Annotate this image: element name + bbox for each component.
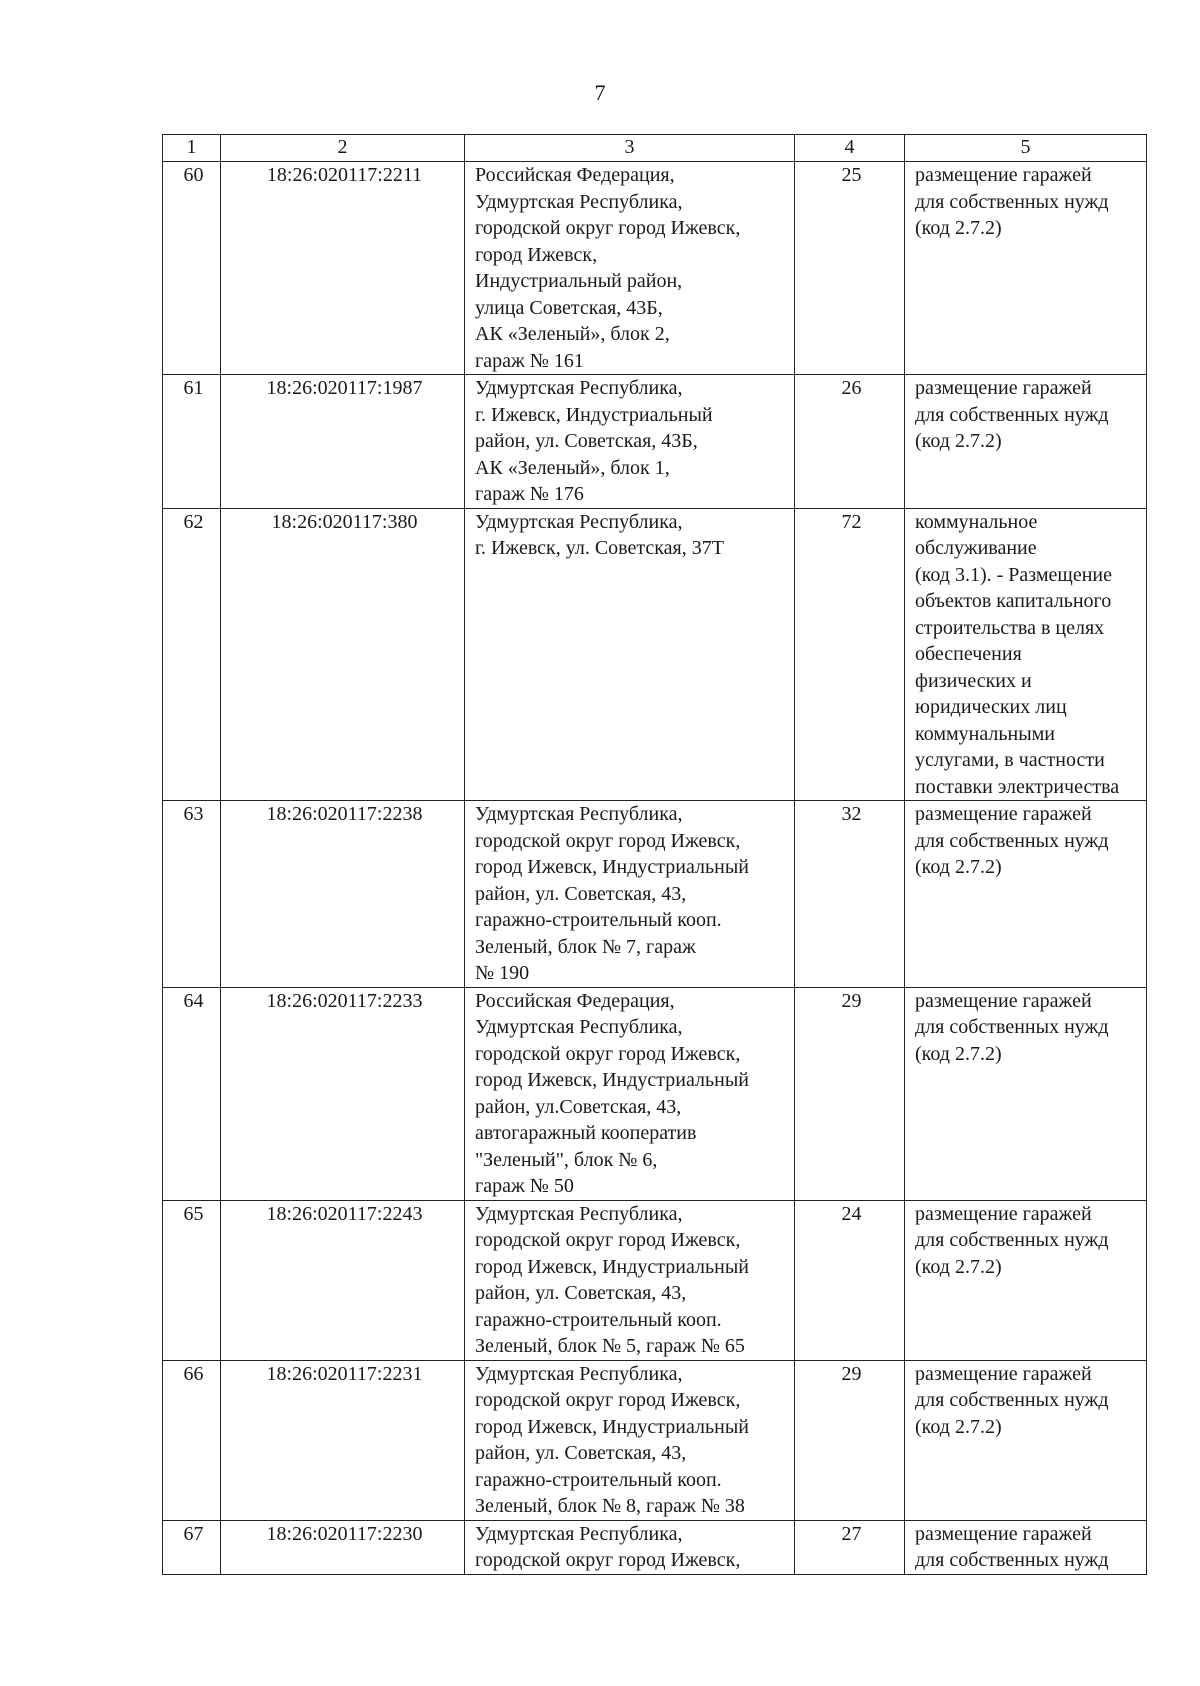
table-body — [163, 162, 1147, 1575]
area-value: 29 — [795, 987, 905, 1200]
address-cell — [465, 1360, 795, 1520]
column-header: 2 — [221, 135, 465, 162]
address-line: городской округ город Ижевск, — [475, 1042, 741, 1065]
permitted-use-line: для собственных нужд — [915, 1016, 1109, 1038]
permitted-use-cell — [905, 987, 1147, 1200]
address-line: АК «Зеленый», блок 2, — [475, 323, 670, 345]
address-line: город Ижевск, Индустриальный — [475, 856, 749, 878]
address-line: Удмуртская Республика, — [475, 1202, 683, 1225]
permitted-use-cell — [905, 801, 1147, 988]
table-header-row — [163, 135, 1147, 162]
address-line: улица Советская, 43Б, — [475, 296, 663, 319]
area-value: 24 — [795, 1200, 905, 1360]
cadastral-number: 18:26:020117:2238 — [221, 801, 465, 988]
permitted-use-line: для собственных нужд — [915, 190, 1109, 213]
address-line: Удмуртская Республика, — [475, 803, 683, 825]
address-line: автогаражный кооператив — [475, 1122, 697, 1144]
permitted-use-line: размещение гаражей — [915, 1522, 1092, 1545]
address-line: город Ижевск, Индустриальный — [475, 1069, 749, 1091]
address-line: город Ижевск, — [475, 243, 598, 266]
area-value: 26 — [795, 375, 905, 509]
row-number: 66 — [163, 1360, 221, 1520]
permitted-use-line: для собственных нужд — [915, 1389, 1109, 1411]
permitted-use-cell — [905, 375, 1147, 509]
permitted-use-line: для собственных нужд — [915, 1229, 1109, 1251]
permitted-use-line: юридических лиц — [915, 696, 1067, 718]
address-line: Удмуртская Республика, — [475, 510, 683, 533]
address-cell — [465, 1520, 795, 1574]
address-cell — [465, 801, 795, 988]
row-number: 61 — [163, 375, 221, 509]
address-line: Зеленый, блок № 7, гараж — [475, 935, 696, 958]
permitted-use-line: объектов капитального — [915, 590, 1112, 612]
row-number: 65 — [163, 1200, 221, 1360]
address-line: Удмуртская Республика, — [475, 1522, 683, 1545]
table-row — [163, 162, 1147, 375]
permitted-use-line: (код 2.7.2) — [915, 856, 1002, 878]
address-line: городской округ город Ижевск, — [475, 217, 741, 239]
column-header: 4 — [795, 135, 905, 162]
address-line: Удмуртская Республика, — [475, 377, 683, 399]
address-line: гараж № 176 — [475, 483, 584, 505]
address-line: город Ижевск, Индустриальный — [475, 1255, 749, 1278]
address-line: Российская Федерация, — [475, 164, 675, 186]
address-line: № 190 — [475, 962, 530, 984]
address-line: гаражно-строительный кооп. — [475, 909, 722, 931]
address-line: гаражно-строительный кооп. — [475, 1308, 722, 1331]
permitted-use-line: (код 2.7.2) — [915, 1042, 1002, 1065]
address-line: Российская Федерация, — [475, 989, 675, 1012]
cadastral-number: 18:26:020117:2211 — [221, 162, 465, 375]
permitted-use-cell — [905, 1200, 1147, 1360]
address-line: гараж № 161 — [475, 349, 584, 372]
cadastral-number: 18:26:020117:1987 — [221, 375, 465, 509]
permitted-use-line: размещение гаражей — [915, 1202, 1092, 1225]
permitted-use-line: обслуживание — [915, 537, 1037, 559]
cadastral-number: 18:26:020117:2231 — [221, 1360, 465, 1520]
permitted-use-line: (код 2.7.2) — [915, 1255, 1002, 1278]
permitted-use-cell — [905, 1360, 1147, 1520]
address-line: гараж № 50 — [475, 1175, 574, 1197]
address-cell — [465, 1200, 795, 1360]
cadastral-number: 18:26:020117:2230 — [221, 1520, 465, 1574]
address-cell — [465, 508, 795, 801]
table-row — [163, 375, 1147, 509]
permitted-use-cell — [905, 508, 1147, 801]
column-header: 3 — [465, 135, 795, 162]
permitted-use-line: для собственных нужд — [915, 403, 1109, 426]
area-value: 25 — [795, 162, 905, 375]
permitted-use-line: коммунальными — [915, 722, 1055, 745]
permitted-use-cell — [905, 162, 1147, 375]
address-line: гаражно-строительный кооп. — [475, 1468, 722, 1491]
area-value: 27 — [795, 1520, 905, 1574]
address-line: городской округ город Ижевск, — [475, 1229, 741, 1251]
permitted-use-line: коммунальное — [915, 510, 1038, 533]
permitted-use-line: (код 3.1). - Размещение — [915, 563, 1112, 586]
permitted-use-line: размещение гаражей — [915, 164, 1092, 186]
row-number: 64 — [163, 987, 221, 1200]
permitted-use-line: (код 2.7.2) — [915, 430, 1002, 452]
column-header: 5 — [905, 135, 1147, 162]
land-plot-table — [162, 134, 1147, 1575]
address-line: Удмуртская Республика, — [475, 190, 683, 213]
address-line: район, ул. Советская, 43, — [475, 1282, 687, 1304]
address-line: Удмуртская Республика, — [475, 1016, 683, 1038]
address-line: городской округ город Ижевск, — [475, 829, 741, 852]
permitted-use-line: (код 2.7.2) — [915, 217, 1002, 239]
address-line: район, ул. Советская, 43Б, — [475, 430, 698, 452]
cadastral-number: 18:26:020117:2233 — [221, 987, 465, 1200]
area-value: 32 — [795, 801, 905, 988]
address-line: Индустриальный район, — [475, 270, 683, 292]
permitted-use-line: для собственных нужд — [915, 829, 1109, 852]
permitted-use-line: размещение гаражей — [915, 989, 1092, 1012]
address-line: городской округ город Ижевск, — [475, 1389, 741, 1411]
table-row — [163, 801, 1147, 988]
permitted-use-line: обеспечения — [915, 643, 1022, 665]
table-row — [163, 508, 1147, 801]
column-header: 1 — [163, 135, 221, 162]
cadastral-number: 18:26:020117:380 — [221, 508, 465, 801]
address-line: район, ул. Советская, 43, — [475, 1442, 687, 1464]
permitted-use-cell — [905, 1520, 1147, 1574]
table-row — [163, 987, 1147, 1200]
address-line: Зеленый, блок № 5, гараж № 65 — [475, 1335, 745, 1357]
permitted-use-line: размещение гаражей — [915, 1362, 1092, 1385]
address-line: АК «Зеленый», блок 1, — [475, 456, 670, 479]
permitted-use-line: для собственных нужд — [915, 1549, 1109, 1571]
address-line: район, ул. Советская, 43, — [475, 882, 687, 905]
row-number: 60 — [163, 162, 221, 375]
area-value: 72 — [795, 508, 905, 801]
permitted-use-line: размещение гаражей — [915, 377, 1092, 399]
address-line: городской округ город Ижевск, — [475, 1549, 741, 1571]
address-line: г. Ижевск, Индустриальный — [475, 403, 713, 426]
address-line: район, ул.Советская, 43, — [475, 1095, 682, 1118]
row-number: 63 — [163, 801, 221, 988]
table-row — [163, 1520, 1147, 1574]
table-row — [163, 1360, 1147, 1520]
address-cell — [465, 987, 795, 1200]
address-line: Удмуртская Республика, — [475, 1362, 683, 1385]
permitted-use-line: (код 2.7.2) — [915, 1415, 1002, 1438]
permitted-use-line: поставки электричества — [915, 775, 1120, 798]
row-number: 67 — [163, 1520, 221, 1574]
address-cell — [465, 162, 795, 375]
permitted-use-line: физических и — [915, 669, 1032, 692]
page-number: 7 — [594, 80, 606, 105]
cadastral-number: 18:26:020117:2243 — [221, 1200, 465, 1360]
permitted-use-line: размещение гаражей — [915, 803, 1092, 825]
row-number: 62 — [163, 508, 221, 801]
permitted-use-line: услугами, в частности — [915, 749, 1105, 771]
address-line: город Ижевск, Индустриальный — [475, 1415, 749, 1438]
address-line: Зеленый, блок № 8, гараж № 38 — [475, 1495, 745, 1517]
table-row — [163, 1200, 1147, 1360]
address-line: "Зеленый", блок № 6, — [475, 1148, 658, 1171]
address-line: г. Ижевск, ул. Советская, 37Т — [475, 537, 724, 559]
area-value: 29 — [795, 1360, 905, 1520]
permitted-use-line: строительства в целях — [915, 616, 1105, 639]
address-cell — [465, 375, 795, 509]
